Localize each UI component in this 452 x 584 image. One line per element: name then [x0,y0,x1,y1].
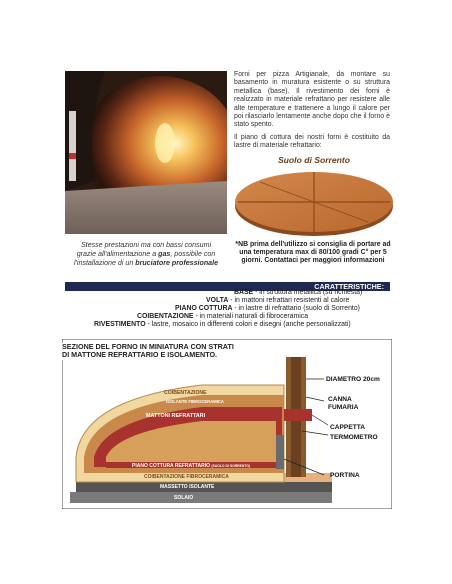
caption-bold: bruciatore professionale [135,259,219,267]
diagram-title [62,343,262,360]
characteristic-text: - in lastre di refrattario (suolo di Sorrento) [232,305,360,312]
characteristic-key: RIVESTIMENTO [94,321,146,328]
characteristics-header-text: CARATTERISTICHE: [314,282,384,291]
characteristic-text: - in materiali naturali di fibroceramica [193,313,309,320]
intro-text [234,71,390,155]
caption-line [60,259,232,268]
oven-interior-photo [65,71,227,234]
caption-line: Stesse prestazioni ma con bassi consumi [80,241,212,249]
label-diametro: DIAMETRO 20cm [326,376,380,383]
label-coib-fibro: COIBENTAZIONE FIBROCERAMICA [144,474,229,480]
characteristic-text: - lastre, mosaico in differenti colori e disegni (anche personalizzati) [145,321,351,328]
suolo-title: Suolo di Sorrento [277,155,351,165]
caption-text: grazie all'alimentazione a [76,250,159,258]
characteristic-key: COIBENTAZIONE [137,313,194,320]
characteristic-row [94,321,351,330]
label-mattoni: MATTONI REFRATTARI [146,413,206,419]
label-fumaria: FUMARIA [328,404,359,411]
label-termometro: TERMOMETRO [330,434,378,441]
label-cappetta: CAPPETTA [330,424,366,431]
characteristic-text: - in struttura metallica (su richiesta) [253,289,363,296]
nb-note: *NB prima dell'utilizzo si consiglia di portare ad una temperatura max di 80/100 gradi C° per 5 giorni. Contattaci per maggiori informazioni [235,241,391,265]
intro-paragraph: Forni per pizza Artigianale, da montare su basamento in muratura esistente o su struttura metallica (base). Il rivestimento dei forni è realizzato in materiale refrattario per resistere alle alte temperature e trattenere a lungo il calore per poi rilasciarlo lentamente anche dopo che il forno è stato spento. [234,71,390,129]
diagram-title-line: SEZIONE DEL FORNO IN MINIATURA CON STRATI [62,342,234,351]
photo-caption [60,241,232,268]
caption-bold: gas [158,250,171,258]
label-piano-small: (SUOLO DI SORRENTO) [211,464,251,468]
label-coibentazione-top: COIBENTAZIONE [164,390,207,396]
suolo-stone-image [232,164,396,238]
label-portina: PORTINA [330,472,360,479]
characteristic-text: - in mattoni refrattari resistenti al calore [228,297,350,304]
characteristic-key: VOLTA [206,297,229,304]
intro-paragraph: Il piano di cottura dei nostri forni è costituito da lastre di materiale refrattario: [234,133,390,150]
label-massetto: MASSETTO ISOLANTE [160,484,215,490]
diagram-title-line: DI MATTONE REFRATTARIO E ISOLAMENTO. [62,350,218,360]
caption-line [60,250,232,259]
characteristic-key: BASE [234,289,254,296]
characteristic-key: PIANO COTTURA [175,305,233,312]
label-piano [132,463,250,471]
label-piano-main: PIANO COTTURA REFRATTARIO [132,463,210,469]
caption-text: , possibile con [170,250,216,258]
label-isolante: ISOLANTE FIBROCERAMICA [166,399,224,404]
label-solaio: SOLAIO [174,495,194,501]
caption-text: l'installazione di un [73,259,136,267]
label-canna: CANNA [328,396,352,403]
